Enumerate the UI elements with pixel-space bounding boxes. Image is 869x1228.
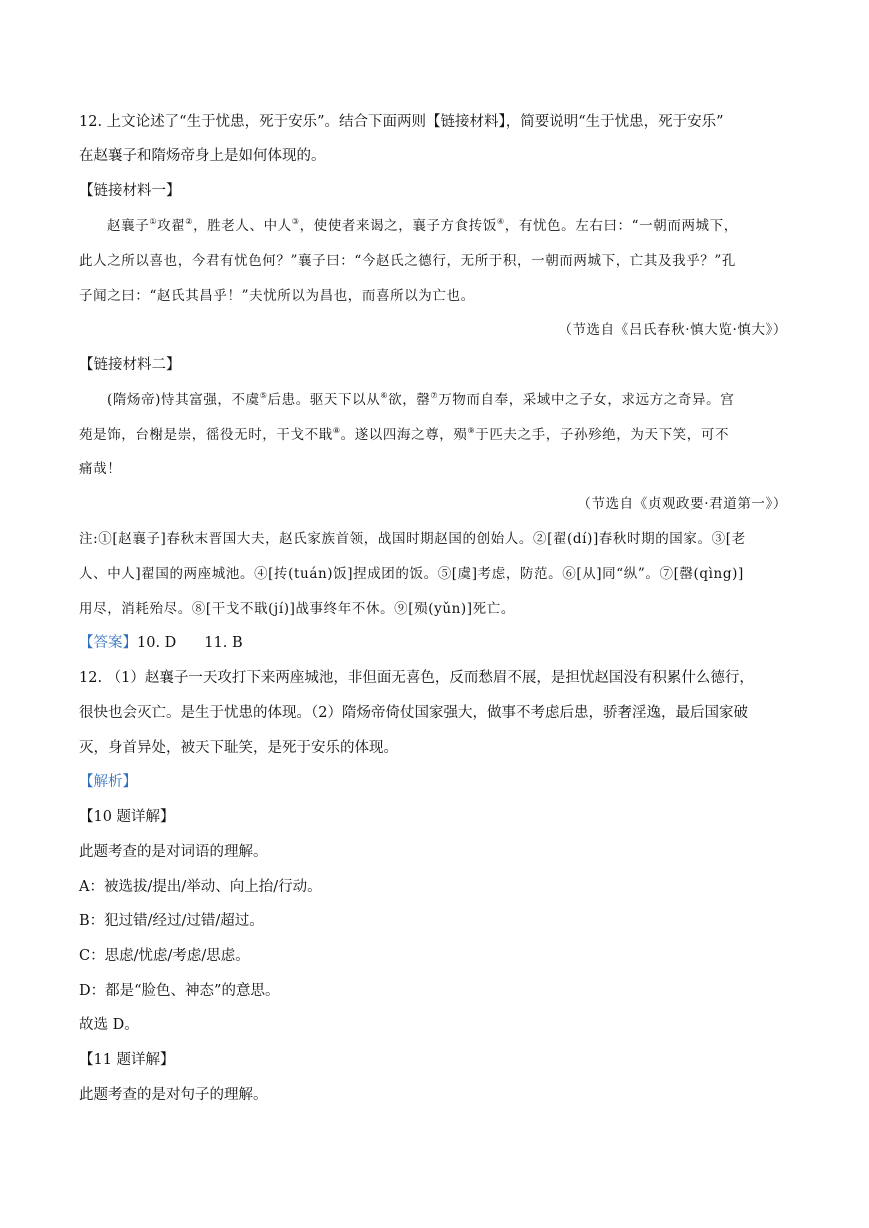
material-line: 赵襄子①攻翟②，胜老人、中人③，使使者来谒之，襄子方食抟饭④，有忧色。左右曰：“一朝而两城下，: [107, 217, 738, 234]
material-heading: 【链接材料二】: [79, 357, 181, 373]
question-line: 12. 上文论述了“生于忧患，死于安乐”。结合下面两则【链接材料】，简要说明“生于忧患，死于安乐”: [79, 114, 724, 130]
answer-line: 12. （1）赵襄子一天攻打下来两座城池，非但面无喜色，反而愁眉不展，是担忧赵国没有积累什么德行，: [79, 670, 754, 686]
question-line: 在赵襄子和隋炀帝身上是如何体现的。: [79, 148, 326, 164]
material-source: （节选自《吕氏春秋·慎大览·慎大》）: [558, 322, 787, 338]
answer-line: 灭，身首异处，被天下耻笑，是死于安乐的体现。: [79, 740, 398, 756]
option-c: C：思虑/忧虑/考虑/思虑。: [79, 948, 250, 964]
note-line: 注:①[赵襄子]春秋末晋国大夫，赵氏家族首领，战国时期赵国的创始人。②[翟(dí)]春秋时期的国家。③[老: [79, 531, 746, 547]
option-a: A：被选拔/提出/举动、向上抬/行动。: [79, 879, 322, 895]
q10-heading: 【10 题详解】: [79, 809, 175, 825]
note-line: 用尽，消耗殆尽。⑧[干戈不戢(jí)]战事终年不休。⑨[殒(yǔn)]死亡。: [79, 601, 515, 617]
option-d: D：都是“脸色、神态”的意思。: [79, 983, 280, 999]
answer-line: 【答案】10. D 11. B: [79, 635, 243, 651]
material-line: 此人之所以喜也，今君有忧色何？”襄子曰：“今赵氏之德行，无所于积，一朝而两城下，亡其及我乎？”孔: [79, 253, 737, 269]
material-line: (隋炀帝)恃其富强，不虞⑤后患。驱天下以从⑥欲，罄⑦万物而自奉，采域中之子女，求远方之奇异。宫: [107, 391, 735, 408]
choice-line: 故选 D。: [79, 1017, 139, 1033]
option-b: B：犯过错/经过/过错/超过。: [79, 913, 264, 929]
analysis-line: 此题考查的是对句子的理解。: [79, 1087, 268, 1103]
answer-label: 【答案】: [79, 635, 137, 651]
analysis-label: 【解析】: [79, 774, 137, 790]
analysis-line: 此题考查的是对词语的理解。: [79, 844, 268, 860]
material-line: 子闻之曰：“赵氏其昌乎！”夫忧所以为昌也，而喜所以为亡也。: [79, 288, 475, 304]
material-heading: 【链接材料一】: [79, 183, 181, 199]
q11-heading: 【11 题详解】: [79, 1052, 175, 1068]
material-line: 痛哉！: [79, 461, 122, 477]
material-line: 苑是饰，台榭是崇，徭役无时，干戈不戢⑧。遂以四海之尊，殒⑨于匹夫之手，子孙殄绝，为天下笑，可不: [79, 426, 730, 443]
answer-line: 很快也会灭亡。是生于忧患的体现。（2）隋炀帝倚仗国家强大，做事不考虑后患，骄奢淫逸，最后国家破: [79, 705, 748, 721]
note-line: 人、中人]翟国的两座城池。④[抟(tuán)饭]捏成团的饭。⑤[虞]考虑，防范。⑥[从]同“纵”。⑦[罄(qìng)]: [79, 566, 744, 582]
material-source: （节选自《贞观政要·君道第一》）: [577, 496, 787, 512]
